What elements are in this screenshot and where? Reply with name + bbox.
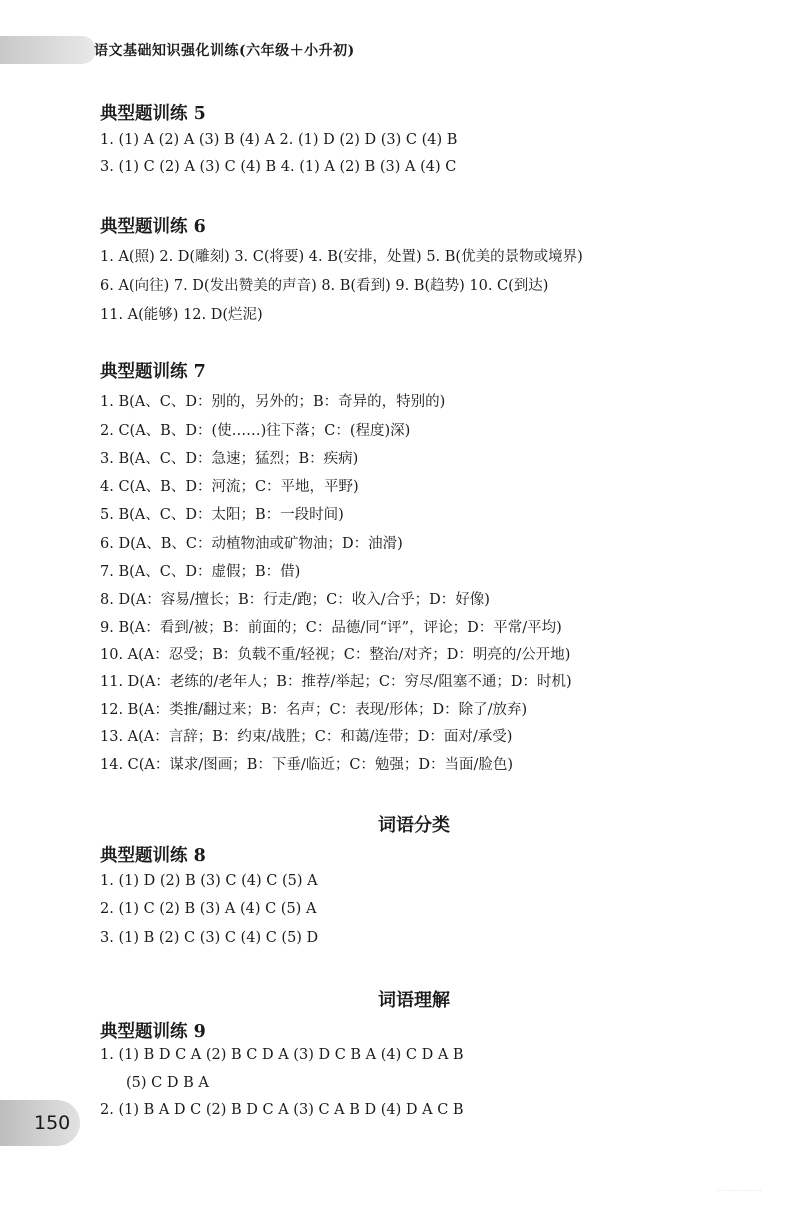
answer-line: 10. A(A：忍受；B：负载不重/轻视；C：整治/对齐；D：明亮的/公开地) (100, 647, 571, 663)
answer-line: 5. B(A、C、D：太阳；B：一段时间) (100, 507, 344, 523)
answer-line: 11. A(能够) 12. D(烂泥) (100, 307, 263, 323)
section-heading-7: 典型题训练 7 (100, 362, 206, 382)
section-heading-9: 典型题训练 9 (100, 1022, 206, 1042)
answer-line: 4. C(A、B、D：河流；C：平地，平野) (100, 479, 359, 495)
answer-line: 3. B(A、C、D：急速；猛烈；B：疾病) (100, 451, 359, 467)
answer-line: 12. B(A：类推/翻过来；B：名声；C：表现/形体；D：除了/放弃) (100, 702, 528, 718)
answer-line: 2. C(A、B、D：(使……)往下落；C：(程度)深) (100, 423, 411, 439)
answer-line: 6. A(向往) 7. D(发出赞美的声音) 8. B(看到) 9. B(趋势) 10. C(到达) (100, 278, 549, 294)
section-heading-8: 典型题训练 8 (100, 846, 206, 866)
section-heading-5: 典型题训练 5 (100, 104, 206, 124)
answer-line: 2. (1) B A D C (2) B D C A (3) C A B D (4) D A C B (100, 1102, 464, 1118)
answer-line: 13. A(A：言辞；B：约束/战胜；C：和蔼/连带；D：面对/承受) (100, 729, 513, 745)
answer-line: 14. C(A：谋求/图画；B：下垂/临近；C：勉强；D：当面/脸色) (100, 757, 514, 773)
answer-line: 2. (1) C (2) B (3) A (4) C (5) A (100, 901, 317, 917)
answer-line: 9. B(A：看到/被；B：前面的；C：品德/同“评”，评论；D：平常/平均) (100, 620, 562, 636)
answer-line: 7. B(A、C、D：虚假；B：借) (100, 564, 301, 580)
section-heading-6: 典型题训练 6 (100, 217, 206, 237)
answer-line: 1. A(照) 2. D(雕刻) 3. C(将要) 4. B(安排，处置) 5. B(优美的景物或境界) (100, 249, 583, 265)
answer-line: 3. (1) C (2) A (3) C (4) B 4. (1) A (2) B (3) A (4) C (100, 159, 457, 175)
answer-line: 1. (1) D (2) B (3) C (4) C (5) A (100, 873, 318, 889)
answer-line: 6. D(A、B、C：动植物油或矿物油；D：油滑) (100, 536, 403, 552)
footer-watermark: · · · · · · · · · · · · · · (718, 1188, 761, 1194)
answer-line: 1. (1) B D C A (2) B C D A (3) D C B A (4) C D A B (100, 1047, 464, 1063)
answer-line: 8. D(A：容易/擅长；B：行走/跑；C：收入/合乎；D：好像) (100, 592, 490, 608)
book-title: 语文基础知识强化训练(六年级＋小升初) (94, 43, 355, 59)
header-tab (0, 36, 96, 64)
answer-line: 1. B(A、C、D：别的，另外的；B：奇异的，特别的) (100, 394, 446, 410)
understanding-heading: 词语理解 (378, 990, 450, 1011)
page-number: 150 (34, 1112, 71, 1134)
answer-line: (5) C D B A (126, 1075, 209, 1091)
answer-line: 11. D(A：老练的/老年人；B：推荐/举起；C：穷尽/阻塞不通；D：时机) (100, 674, 572, 690)
answer-line: 1. (1) A (2) A (3) B (4) A 2. (1) D (2) D (3) C (4) B (100, 132, 458, 148)
category-heading: 词语分类 (378, 815, 450, 836)
answer-line: 3. (1) B (2) C (3) C (4) C (5) D (100, 930, 319, 946)
